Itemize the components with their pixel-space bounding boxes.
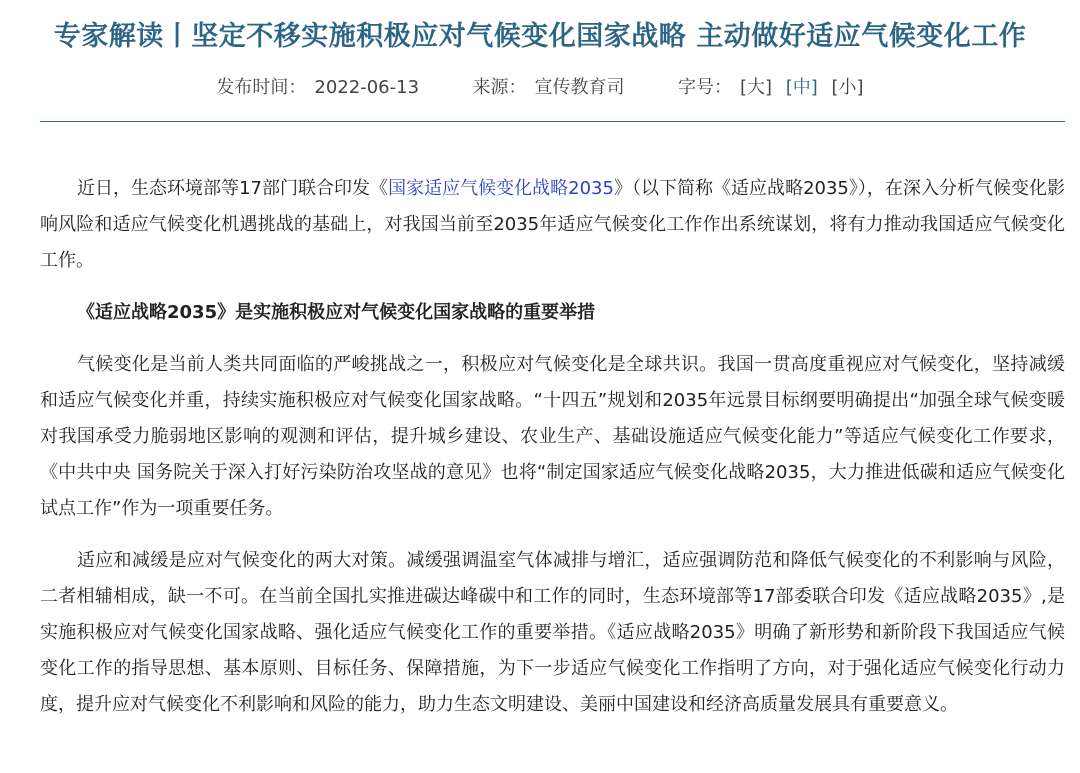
font-size-small-button[interactable]: [小] (831, 77, 864, 98)
publish-date: 2022-06-13 (314, 77, 420, 98)
paragraph-intro (40, 171, 1065, 279)
publish-label: 发布时间： (216, 77, 307, 98)
font-size-label: 字号： (677, 77, 732, 98)
article-body (40, 171, 1065, 739)
strategy-document-link[interactable]: 国家适应气候变化战略2035 (388, 178, 614, 199)
font-size-large-button[interactable]: [大] (739, 77, 773, 98)
paragraph-text: 》（以下简称《适应战略2035》），在深入分析气候变化影响风险和适应气候变化机遇挑战的基础上，对我国当前至2035年适应气候变化工作作出系统谋划，将有力推动我国适应气候变化工作。 (40, 178, 1066, 271)
paragraph-text: 近日，生态环境部等17部门联合印发《 (77, 178, 389, 199)
source-label: 来源： (472, 77, 527, 98)
paragraph-2: 气候变化是当前人类共同面临的严峻挑战之一，积极应对气候变化是全球共识。我国一贯高度重视应对气候变化，坚持减缓和适应气候变化并重，持续实施积极应对气候变化国家战略。“十四五”规划和2035年远景目标纲要明确提出“加强全球气候变暖对我国承受力脆弱地区影响的观测和评估，提升城乡建设、农业生产、基础设施适应气候变化能力”等适应气候变化工作要求，《中共中央 国务院关于深入打好污染防治攻坚战的意见》也将“制定国家适应气候变化战略2035，大力推进低碳和适应气候变化试点工作”作为一项重要任务。 (40, 354, 1065, 519)
font-size-medium-button[interactable]: [中] (785, 77, 818, 98)
section-heading: 《适应战略2035》是实施积极应对气候变化国家战略的重要举措 (77, 302, 596, 323)
header-divider (40, 121, 1065, 122)
paragraph-3: 适应和减缓是应对气候变化的两大对策。减缓强调温室气体减排与增汇，适应强调防范和降低气候变化的不利影响与风险，二者相辅相成，缺一不可。在当前全国扎实推进碳达峰碳中和工作的同时，生态环境部等17部委联合印发《适应战略2035》,是实施积极应对气候变化国家战略、强化适应气候变化工作的重要举措。《适应战略2035》明确了新形势和新阶段下我国适应气候变化工作的指导思想、基本原则、目标任务、保障措施，为下一步适应气候变化工作指明了方向，对于强化适应气候变化行动力度，提升应对气候变化不利影响和风险的能力，助力生态文明建设、美丽中国建设和经济高质量发展具有重要意义。 (40, 550, 1065, 715)
article-meta (0, 73, 1080, 99)
source-value: 宣传教育司 (534, 77, 625, 98)
article-title: 专家解读丨坚定不移实施积极应对气候变化国家战略 主动做好适应气候变化工作 (53, 21, 1027, 52)
